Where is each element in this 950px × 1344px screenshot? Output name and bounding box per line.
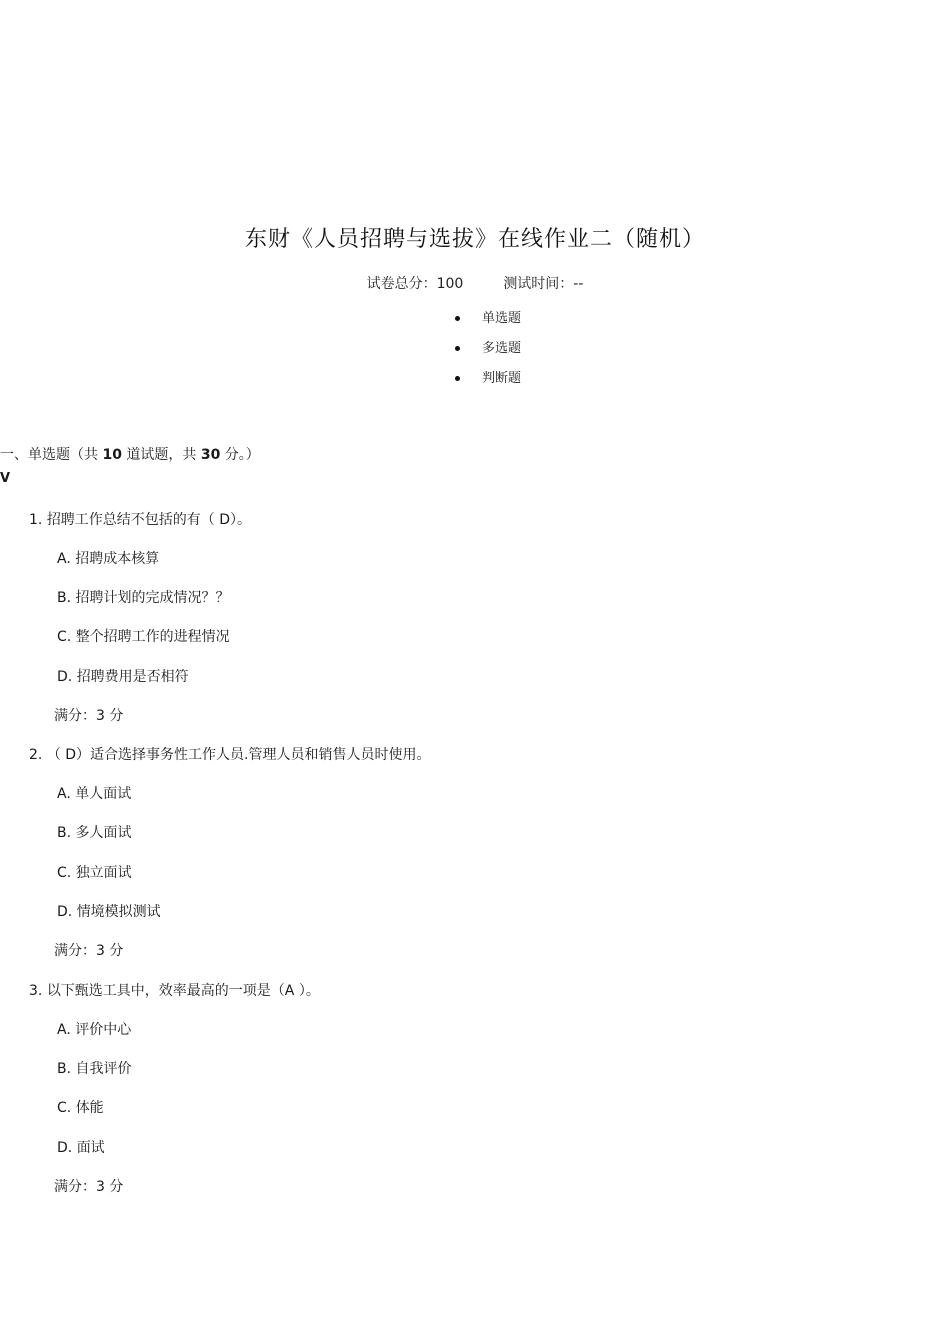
question-2-score: 满分：3 分 [54,943,124,959]
question-1: 1. 招聘工作总结不包括的有（ D）。 [29,512,252,528]
section-nav [455,309,521,399]
question-count: 10 [102,447,122,463]
question-3-option-a[interactable]: A. 评价中心 [57,1022,132,1038]
question-1-option-a[interactable]: A. 招聘成本核算 [57,551,160,567]
test-time: 测试时间：-- [503,276,584,292]
question-2-option-a[interactable]: A. 单人面试 [57,786,132,802]
question-3-option-d[interactable]: D. 面试 [57,1140,105,1156]
question-2-option-d[interactable]: D. 情境模拟测试 [57,904,161,920]
section-points: 30 [200,447,221,463]
section-heading: 一、单选题（共 10 道试题，共 30 分。） [0,447,260,463]
toc-item-multiple-choice[interactable]: 多选题 [455,339,521,369]
page-title: 东财《人员招聘与选拔》在线作业二（随机） [244,227,705,252]
exam-meta [0,273,950,293]
question-1-option-d[interactable]: D. 招聘费用是否相符 [57,669,189,685]
question-1-option-b[interactable]: B. 招聘计划的完成情况？？ [57,590,230,606]
question-2: 2. （ D）适合选择事务性工作人员.管理人员和销售人员时使用。 [29,747,431,763]
question-3-score: 满分：3 分 [54,1179,124,1195]
check-mark: V [0,471,11,486]
toc-item-single-choice[interactable]: 单选题 [455,309,521,339]
question-3: 3. 以下甄选工具中，效率最高的一项是（A ）。 [29,983,320,999]
question-2-option-b[interactable]: B. 多人面试 [57,825,132,841]
question-1-option-c[interactable]: C. 整个招聘工作的进程情况 [57,629,230,645]
question-3-option-c[interactable]: C. 体能 [57,1100,104,1116]
toc-item-true-false[interactable]: 判断题 [455,369,521,399]
question-1-score: 满分：3 分 [54,708,124,724]
question-3-option-b[interactable]: B. 自我评价 [57,1061,132,1077]
question-2-option-c[interactable]: C. 独立面试 [57,865,132,881]
total-score: 试卷总分：100 [366,276,464,292]
